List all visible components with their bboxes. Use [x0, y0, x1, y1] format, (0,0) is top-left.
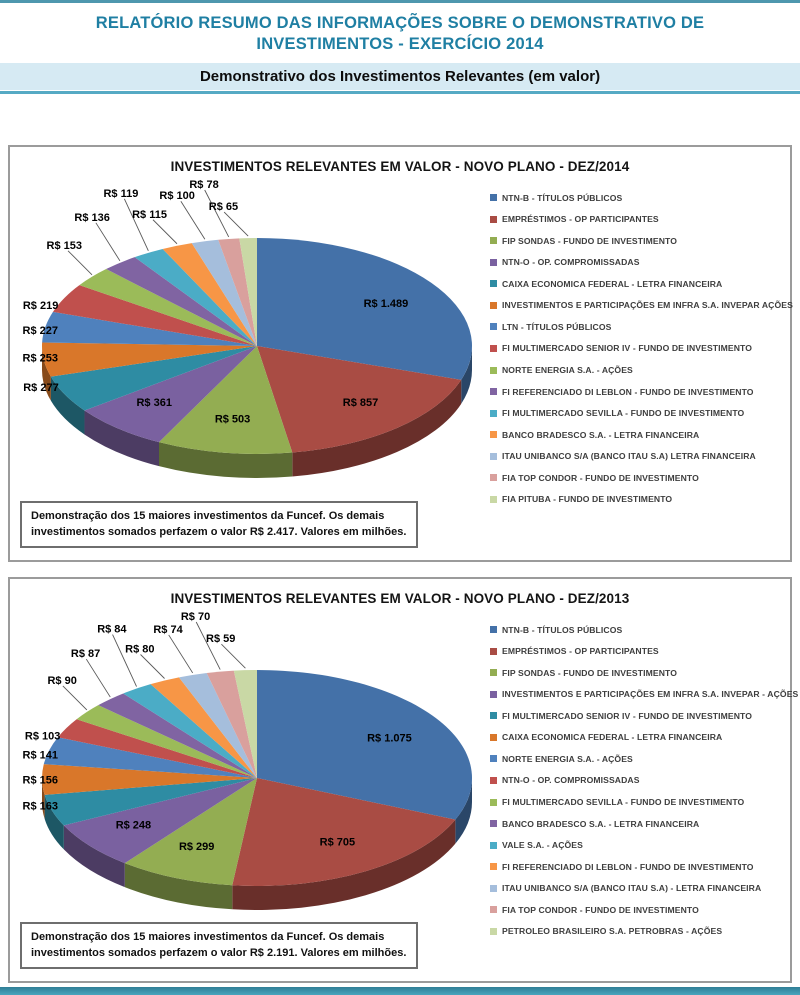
pie-value-label: R$ 119: [103, 187, 139, 200]
pie-value-label: R$ 163: [22, 800, 58, 813]
legend-color-marker: [490, 410, 497, 417]
legend-label: FI REFERENCIADO DI LEBLON - FUNDO DE INVESTIMENTO: [502, 861, 754, 872]
legend-label: FI MULTIMERCADO SENIOR IV - FUNDO DE INVESTIMENTO: [502, 710, 752, 721]
pie-value-label: R$ 103: [24, 730, 61, 743]
legend-item: [490, 235, 793, 246]
legend-label: NORTE ENERGIA S.A. - AÇÕES: [502, 753, 633, 764]
legend-color-marker: [490, 345, 497, 352]
legend-color-marker: [490, 259, 497, 266]
legend-color-marker: [490, 194, 497, 201]
legend-color-marker: [490, 755, 497, 762]
pie-value-label: R$ 115: [132, 208, 167, 221]
legend-color-marker: [490, 367, 497, 374]
legend-color-marker: [490, 302, 497, 309]
legend-label: BANCO BRADESCO S.A. - LETRA FINANCEIRA: [502, 429, 700, 440]
chart-panel-dez-2014: [8, 145, 792, 562]
legend-label: FIA PITUBA - FUNDO DE INVESTIMENTO: [502, 494, 673, 505]
label-leader-line: [169, 635, 193, 673]
legend-label: VALE S.A. - AÇÕES: [502, 840, 583, 851]
pie-value-label: R$ 90: [47, 674, 77, 687]
legend-label: PETROLEO BRASILEIRO S.A. PETROBRAS - AÇÕES: [502, 926, 723, 937]
pie-value-label: R$ 227: [22, 324, 58, 337]
legend-item: [490, 840, 798, 851]
legend-color-marker: [490, 474, 497, 481]
pie-value-label: R$ 87: [70, 648, 101, 661]
pie-value-label: R$ 100: [159, 190, 195, 203]
label-leader-line: [68, 251, 92, 275]
legend-color-marker: [490, 496, 497, 503]
bottom-accent-bar: [0, 987, 800, 995]
legend-color-marker: [490, 734, 497, 741]
legend-label: BANCO BRADESCO S.A. - LETRA FINANCEIRA: [502, 818, 700, 829]
legend-item: [490, 343, 793, 354]
legend-item: [490, 861, 798, 872]
legend-item: [490, 732, 798, 743]
legend-color-marker: [490, 216, 497, 223]
label-leader-line: [113, 635, 137, 687]
pie-value-label: R$ 248: [115, 819, 152, 832]
legend-2014: [482, 176, 797, 521]
legend-item: [490, 278, 793, 289]
legend-item: [490, 192, 793, 203]
legend-color-marker: [490, 712, 497, 719]
pie-value-label: R$ 84: [97, 623, 127, 636]
legend-item: [490, 494, 793, 505]
legend-label: ITAU UNIBANCO S/A (BANCO ITAU S.A) LETRA FINANCEIRA: [502, 451, 756, 462]
legend-label: LTN - TÍTULOS PÚBLICOS: [502, 321, 612, 332]
label-leader-line: [63, 686, 87, 710]
legend-color-marker: [490, 777, 497, 784]
label-leader-line: [86, 659, 110, 697]
pie-value-label: R$ 277: [23, 382, 59, 395]
legend-item: [490, 710, 798, 721]
pie-value-label: R$ 299: [178, 840, 215, 853]
legend-label: INVESTIMENTOS E PARTICIPAÇÕES EM INFRA S.A. INVEPAR - AÇÕES: [502, 689, 799, 700]
label-leader-line: [153, 220, 177, 244]
label-leader-line: [141, 655, 165, 679]
legend-label: FIP SONDAS - FUNDO DE INVESTIMENTO: [502, 667, 677, 678]
legend-color-marker: [490, 280, 497, 287]
legend-item: [490, 472, 793, 483]
legend-color-marker: [490, 885, 497, 892]
legend-item: [490, 321, 793, 332]
caption-box-2014: Demonstração dos 15 maiores investimentos da Funcef. Os demais investimentos somados perfazem o valor R$ 2.417. Valores em milhões.: [20, 501, 418, 548]
legend-color-marker: [490, 626, 497, 633]
label-leader-line: [196, 622, 220, 670]
legend-label: FIP SONDAS - FUNDO DE INVESTIMENTO: [502, 235, 677, 246]
legend-color-marker: [490, 799, 497, 806]
legend-label: FIA TOP CONDOR - FUNDO DE INVESTIMENTO: [502, 904, 699, 915]
legend-label: ITAU UNIBANCO S/A (BANCO ITAU S.A) - LETRA FINANCEIRA: [502, 883, 762, 894]
label-leader-line: [181, 201, 205, 239]
legend-item: [490, 775, 798, 786]
pie-value-label: R$ 78: [189, 179, 219, 191]
label-leader-line: [124, 199, 148, 251]
caption-box-2013: Demonstração dos 15 maiores investimentos da Funcef. Os demais investimentos somados perfazem o valor R$ 2.191. Valores em milhões.: [20, 922, 418, 969]
pie-chart-2013: [12, 608, 482, 953]
legend-label: NTN-B - TÍTULOS PÚBLICOS: [502, 624, 623, 635]
legend-item: [490, 365, 793, 376]
legend-color-marker: [490, 431, 497, 438]
legend-label: CAIXA ECONOMICA FEDERAL - LETRA FINANCEIRA: [502, 732, 723, 743]
pie-value-label: R$ 59: [206, 633, 236, 646]
pie-value-label: R$ 503: [214, 413, 251, 426]
chart-panel-dez-2013: [8, 577, 799, 983]
report-title-line2: INVESTIMENTOS - EXERCÍCIO 2014: [256, 35, 544, 53]
section-header-label: Demonstrativo dos Investimentos Relevantes (em valor): [199, 68, 601, 85]
legend-label: NTN-B - TÍTULOS PÚBLICOS: [502, 192, 623, 203]
pie-value-label: R$ 219: [22, 300, 59, 313]
legend-color-marker: [490, 323, 497, 330]
pie-value-label: R$ 705: [319, 836, 356, 849]
pie-value-label: R$ 74: [153, 623, 183, 636]
label-leader-line: [221, 644, 245, 668]
legend-label: EMPRÉSTIMOS - OP PARTICIPANTES: [502, 214, 659, 225]
legend-item: [490, 429, 793, 440]
section-header-underline: [0, 91, 800, 94]
pie-value-label: R$ 141: [22, 749, 58, 762]
legend-color-marker: [490, 906, 497, 913]
chart-body-2014: [10, 176, 793, 521]
legend-label: CAIXA ECONOMICA FEDERAL - LETRA FINANCEIRA: [502, 278, 723, 289]
label-leader-line: [96, 223, 120, 261]
pie-value-label: R$ 253: [22, 352, 58, 365]
legend-label: NORTE ENERGIA S.A. - AÇÕES: [502, 365, 633, 375]
legend-color-marker: [490, 863, 497, 870]
pie-value-label: R$ 80: [125, 643, 155, 656]
pie-value-label: R$ 65: [208, 201, 239, 214]
legend-item: [490, 818, 798, 829]
pie-value-label: R$ 136: [74, 211, 110, 224]
legend-color-marker: [490, 237, 497, 244]
pie-value-label: R$ 857: [342, 396, 379, 409]
pie-value-label: R$ 1.075: [367, 732, 412, 745]
legend-color-marker: [490, 648, 497, 655]
legend-label: FI MULTIMERCADO SENIOR IV - FUNDO DE INVESTIMENTO: [502, 343, 752, 354]
legend-item: [490, 689, 798, 700]
pie-value-label: R$ 361: [136, 397, 172, 410]
legend-color-marker: [490, 842, 497, 849]
legend-label: NTN-O - OP. COMPROMISSADAS: [502, 775, 640, 786]
legend-color-marker: [490, 928, 497, 935]
pie-chart-2014: [12, 176, 482, 521]
legend-item: [490, 667, 798, 678]
report-title-line1: RELATÓRIO RESUMO DAS INFORMAÇÕES SOBRE O DEMONSTRATIVO DE: [95, 14, 705, 32]
pie-value-label: R$ 156: [22, 774, 58, 787]
legend-item: [490, 883, 798, 894]
pie-value-label: R$ 1.489: [363, 297, 409, 310]
section-header: [0, 63, 800, 90]
legend-item: [490, 624, 798, 635]
legend-label: EMPRÉSTIMOS - OP PARTICIPANTES: [502, 646, 659, 657]
legend-color-marker: [490, 691, 497, 698]
label-leader-line: [224, 212, 248, 236]
legend-label: FIA TOP CONDOR - FUNDO DE INVESTIMENTO: [502, 472, 699, 483]
legend-label: INVESTIMENTOS E PARTICIPAÇÕES EM INFRA S.A. INVEPAR AÇÕES: [502, 300, 793, 311]
legend-color-marker: [490, 669, 497, 676]
legend-item: [490, 797, 798, 808]
legend-item: [490, 214, 793, 225]
legend-item: [490, 926, 798, 937]
report-title: [0, 4, 800, 57]
chart-title-2013: INVESTIMENTOS RELEVANTES EM VALOR - NOVO PLANO - DEZ/2013: [170, 591, 630, 606]
pie-value-label: R$ 70: [180, 611, 211, 623]
pie-value-label: R$ 153: [46, 239, 82, 252]
legend-label: NTN-O - OP. COMPROMISSADAS: [502, 257, 640, 268]
legend-color-marker: [490, 388, 497, 395]
legend-label: FI MULTIMERCADO SEVILLA - FUNDO DE INVESTIMENTO: [502, 797, 745, 807]
legend-item: [490, 257, 793, 268]
chart-body-2013: [10, 608, 799, 953]
legend-color-marker: [490, 453, 497, 460]
legend-label: FI MULTIMERCADO SEVILLA - FUNDO DE INVESTIMENTO: [502, 408, 745, 419]
legend-label: FI REFERENCIADO DI LEBLON - FUNDO DE INVESTIMENTO: [502, 386, 754, 397]
legend-2013: [482, 608, 800, 953]
legend-item: [490, 300, 793, 311]
legend-item: [490, 408, 793, 419]
chart-title-2014: INVESTIMENTOS RELEVANTES EM VALOR - NOVO PLANO - DEZ/2014: [170, 159, 630, 174]
legend-item: [490, 753, 798, 764]
legend-item: [490, 386, 793, 397]
legend-item: [490, 451, 793, 462]
legend-item: [490, 904, 798, 915]
legend-color-marker: [490, 820, 497, 827]
legend-item: [490, 646, 798, 657]
